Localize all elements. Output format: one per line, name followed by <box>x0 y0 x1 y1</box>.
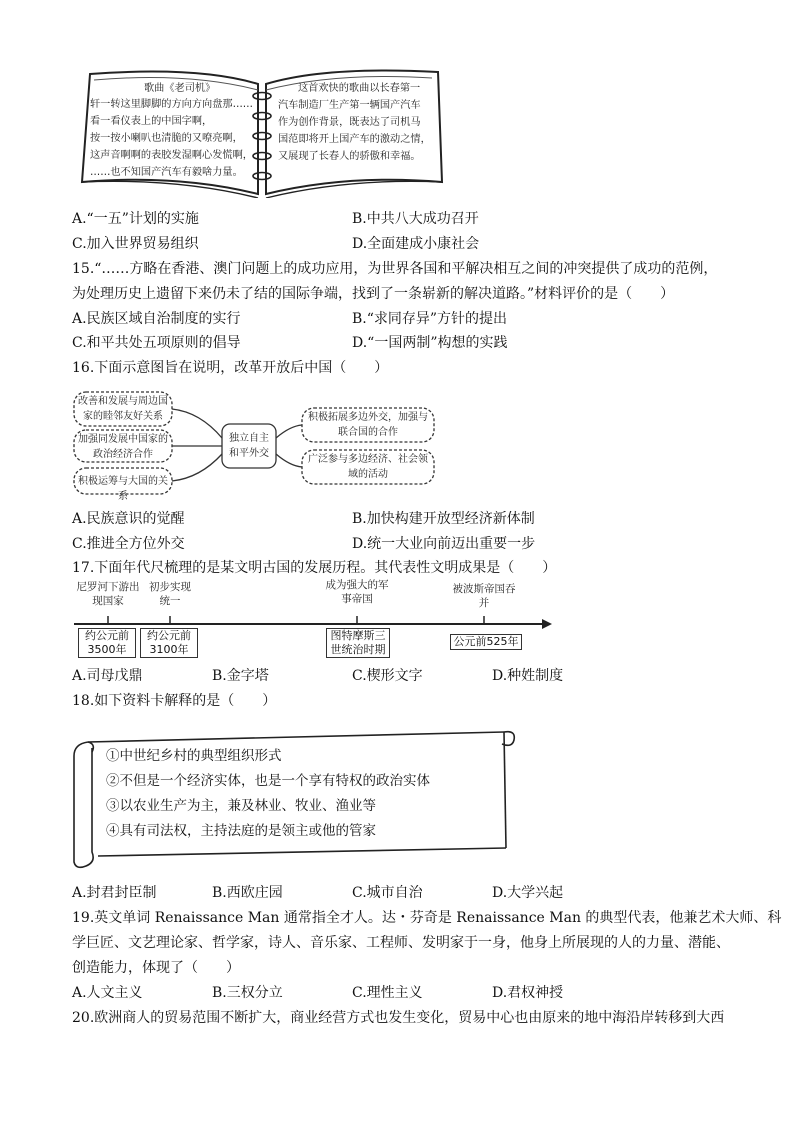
q15-option-d[interactable]: D.“一国两制”构想的实践 <box>352 335 508 351</box>
q16-stem: 16.下面示意图旨在说明，改革开放后中国（ ） <box>72 360 389 376</box>
q18-option-a[interactable]: A.封君封臣制 <box>72 885 157 901</box>
card-item-4: ④具有司法权，主持法庭的是领主或他的管家 <box>106 823 376 839</box>
note-line-5: 又展现了长春人的骄傲和幸福。 <box>278 151 421 162</box>
q19-option-d[interactable]: D.君权神授 <box>492 985 564 1001</box>
q19-option-c[interactable]: C.理性主义 <box>352 985 423 1001</box>
q19-option-a[interactable]: A.人文主义 <box>72 985 143 1001</box>
q15-stem-line-1: 15.“……方略在香港、澳门问题上的成功应用，为世界各国和平解决相互之间的冲突提供了成功的范例， <box>72 261 718 277</box>
timeline-event-1: 尼罗河下游出现国家 <box>76 581 140 607</box>
note-line-3: 作为创作背景，既表达了司机马 <box>278 117 421 128</box>
q16-option-d[interactable]: D.统一大业向前迈出重要一步 <box>352 536 536 552</box>
q15-stem-line-2: 为处理历史上遗留下来仍未了结的国际争端，找到了一条崭新的解决道路。”材料评价的是（ ） <box>72 286 675 302</box>
timeline-event-3: 成为强大的军事帝国 <box>325 579 389 605</box>
timeline-date-1: 约公元前3500年 <box>78 628 136 658</box>
q17-option-c[interactable]: C.楔形文字 <box>352 668 423 684</box>
q19-stem-line-3: 创造能力，体现了（ ） <box>72 960 240 976</box>
song-line-4: 这声音啊啊的表胶发湿啊心发慌啊， <box>90 150 253 161</box>
diagram-left-2: 加强同发展中国家的政治经济合作 <box>78 434 168 460</box>
q19-stem-line-2: 学巨匠、文艺理论家、哲学家，诗人、音乐家、工程师、发明家于一身，他身上所展现的人的力量、潜能、 <box>72 935 730 951</box>
timeline-event-4: 被波斯帝国吞并 <box>452 583 516 609</box>
q17-option-a[interactable]: A.司母戊鼎 <box>72 668 143 684</box>
q16-option-c[interactable]: C.推进全方位外交 <box>72 536 185 552</box>
note-line-2: 汽车制造厂生产第一辆国产汽车 <box>278 100 421 111</box>
q18-stem: 18.如下资料卡解释的是（ ） <box>72 693 277 709</box>
diagram-center: 独立自主和平外交 <box>229 433 269 459</box>
timeline <box>72 578 552 664</box>
song-book-illustration <box>78 62 446 198</box>
q17-option-b[interactable]: B.金字塔 <box>212 668 269 684</box>
q19-option-b[interactable]: B.三权分立 <box>212 985 283 1001</box>
q15-option-a[interactable]: A.民族区域自治制度的实行 <box>72 311 241 327</box>
diagram-right-2: 广泛参与多边经济、社会领域的活动 <box>308 454 428 480</box>
q15-option-c[interactable]: C.和平共处五项原则的倡导 <box>72 335 241 351</box>
card-item-3: ③以农业生产为主，兼及林业、牧业、渔业等 <box>106 798 376 814</box>
song-title: 歌曲《老司机》 <box>144 83 216 94</box>
diagram-left-1: 改善和发展与周边国家的睦邻友好关系 <box>78 396 168 422</box>
q19-stem-line-1: 19.英文单词 Renaissance Man 通常指全才人。达・芬奇是 Renaissance Man 的典型代表，他兼艺术大师、科 <box>72 910 782 926</box>
song-line-2: 看一看仪表上的中国字啊， <box>90 116 213 127</box>
timeline-event-2: 初步实现统一 <box>149 581 191 607</box>
note-line-4: 国范即将开上国产车的激动之情， <box>278 134 431 145</box>
note-line-1: 这首欢快的歌曲以长春第一 <box>298 83 421 94</box>
q18-option-d[interactable]: D.大学兴起 <box>492 885 564 901</box>
diagram-left-3: 积极运筹与大国的关系 <box>78 476 168 502</box>
diplomacy-diagram <box>70 390 450 502</box>
q14-option-d[interactable]: D.全面建成小康社会 <box>352 236 480 252</box>
timeline-date-3: 图特摩斯三世统治时期 <box>326 628 390 658</box>
song-line-5: ……也不知国产汽车有毅啥力量。 <box>90 167 243 178</box>
q15-option-b[interactable]: B.“求同存异”方针的提出 <box>352 311 508 327</box>
timeline-date-2: 约公元前3100年 <box>140 628 198 658</box>
q17-option-d[interactable]: D.种姓制度 <box>492 668 564 684</box>
q16-option-b[interactable]: B.加快构建开放型经济新体制 <box>352 511 535 527</box>
q14-option-c[interactable]: C.加入世界贸易组织 <box>72 236 199 252</box>
card-item-2: ②不但是一个经济实体，也是一个享有特权的政治实体 <box>106 773 430 789</box>
q18-option-c[interactable]: C.城市自治 <box>352 885 423 901</box>
q17-stem: 17.下面年代尺梳理的是某文明古国的发展历程。其代表性文明成果是（ ） <box>72 560 557 576</box>
song-line-3: 按一按小喇叭也清脆的又嘹亮啊， <box>90 133 243 144</box>
diagram-right-1: 积极拓展多边外交，加强与联合国的合作 <box>308 412 428 438</box>
q18-option-b[interactable]: B.西欧庄园 <box>212 885 283 901</box>
q20-stem-line-1: 20.欧洲商人的贸易范围不断扩大，商业经营方式也发生变化，贸易中心也由原来的地中海沿岸转移到大西 <box>72 1010 725 1026</box>
q14-option-b[interactable]: B.中共八大成功召开 <box>352 211 479 227</box>
card-item-1: ①中世纪乡村的典型组织形式 <box>106 748 282 764</box>
q16-option-a[interactable]: A.民族意识的觉醒 <box>72 511 185 527</box>
song-line-1: 轩一转这里脚脚的方向方向盘那…… <box>90 99 253 110</box>
q14-option-a[interactable]: A.“一五”计划的实施 <box>72 211 199 227</box>
timeline-date-4: 公元前525年 <box>450 634 522 650</box>
